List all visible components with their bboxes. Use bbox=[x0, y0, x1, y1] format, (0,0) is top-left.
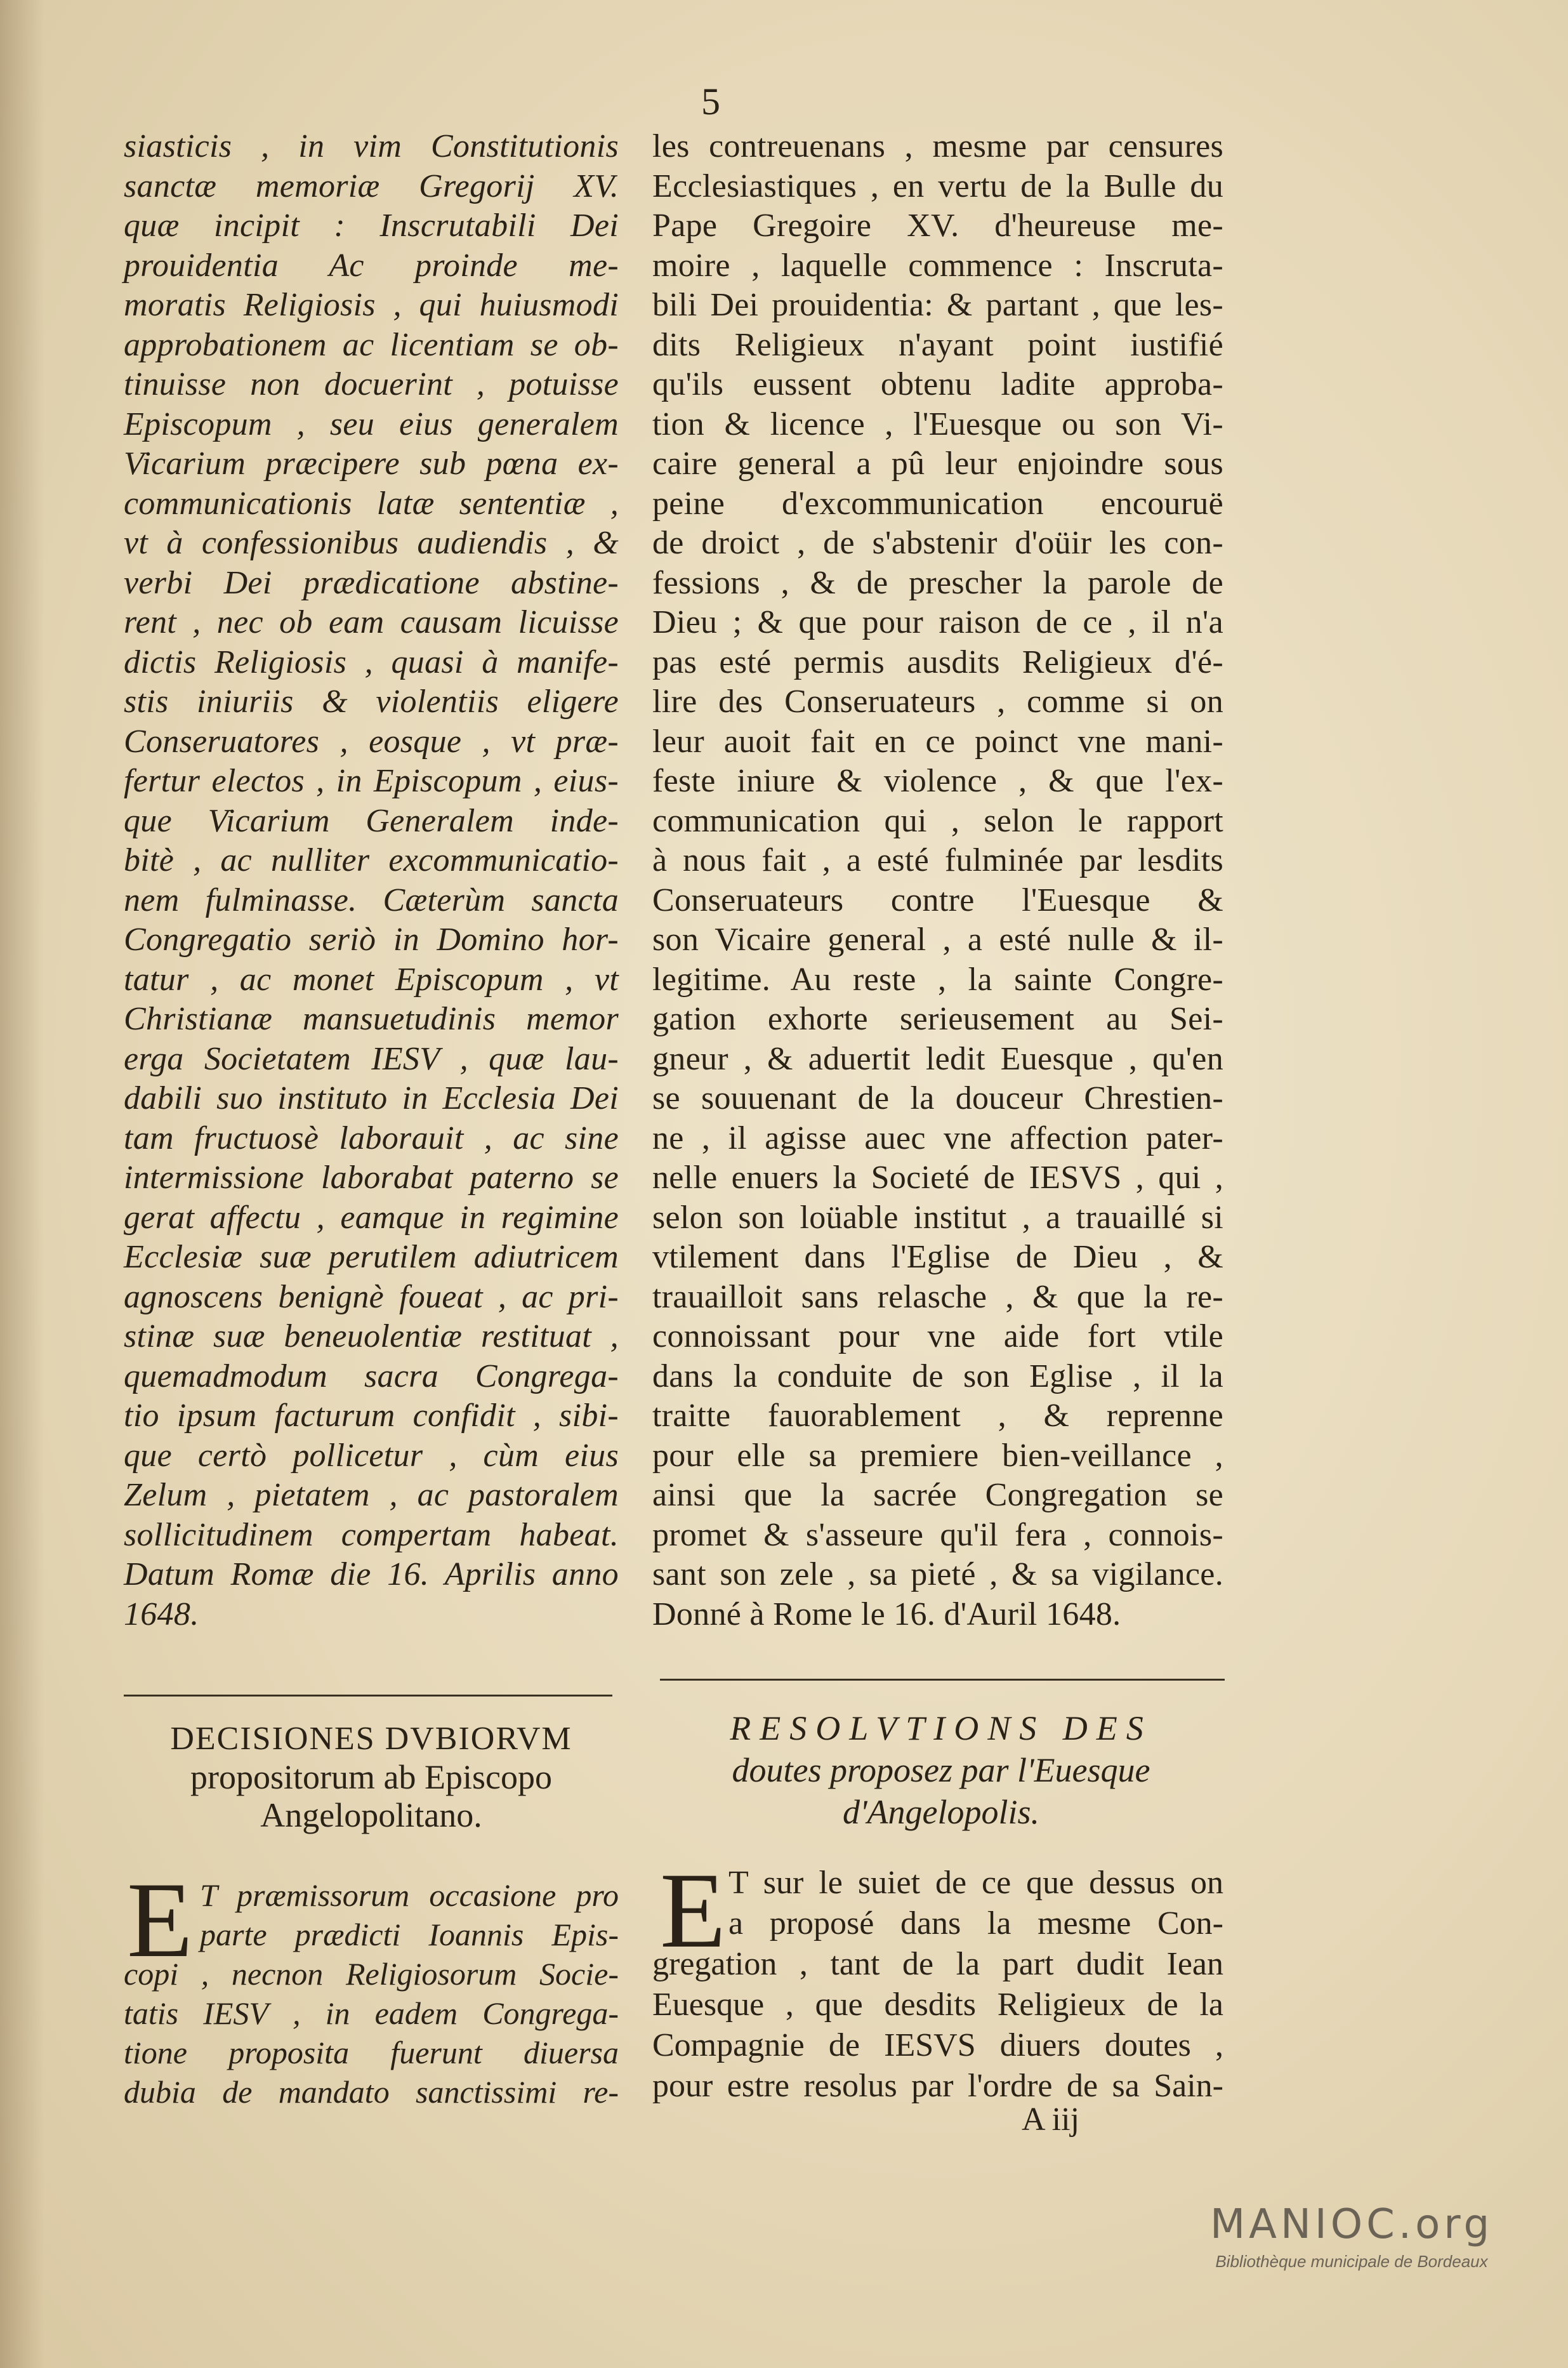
latin-text-line: Zelum , pietatem , ac pastoralem bbox=[124, 1477, 619, 1513]
french-text-line: gation exhorte serieusement au Sei- bbox=[652, 1001, 1223, 1037]
latin-text-line: intermissione laborabat paterno se bbox=[124, 1160, 619, 1196]
binding-shadow bbox=[0, 0, 44, 2368]
french-section-line: T sur le suiet de ce que dessus on bbox=[728, 1865, 1223, 1901]
page-number: 5 bbox=[701, 81, 720, 122]
french-text-line: pour elle sa premiere bien-veillance , bbox=[652, 1437, 1223, 1474]
french-text-line: vtilement dans l'Eglise de Dieu , & bbox=[652, 1239, 1223, 1275]
french-text-line: dans la conduite de son Eglise , il la bbox=[652, 1358, 1223, 1394]
latin-text-line: erga Societatem IESV , quæ lau- bbox=[124, 1040, 619, 1077]
latin-text-line: communicationis latæ sententiæ , bbox=[124, 485, 619, 522]
french-section-line: Euesque , que desdits Religieux de la bbox=[652, 1987, 1223, 2023]
latin-text-line: tio ipsum facturum confidit , sibi- bbox=[124, 1398, 619, 1434]
latin-text-line: approbationem ac licentiam se ob- bbox=[124, 326, 619, 363]
latin-text-line: dictis Religiosis , quasi à manife- bbox=[124, 644, 619, 680]
french-text-line: traitte fauorablement , & reprenne bbox=[652, 1398, 1223, 1434]
section-divider-right bbox=[660, 1679, 1225, 1681]
watermark-subtitle: Bibliothèque municipale de Bordeaux bbox=[1215, 2252, 1488, 2271]
french-text-line: Ecclesiastiques , en vertu de la Bulle du bbox=[652, 168, 1223, 204]
left-heading-title: DECISIONES DVBIORVM bbox=[170, 1721, 572, 1757]
latin-text-line: Ecclesiæ suæ perutilem adiutricem bbox=[124, 1239, 619, 1275]
latin-text-line: dabili suo instituto in Ecclesia Dei bbox=[124, 1080, 619, 1116]
french-text-line: pas esté permis ausdits Religieux d'é- bbox=[652, 644, 1223, 680]
latin-text-line: sanctæ memoriæ Gregorij XV. bbox=[124, 168, 619, 204]
right-heading-line2: doutes proposez par l'Euesque bbox=[732, 1751, 1150, 1789]
right-heading-line3: d'Angelopolis. bbox=[842, 1793, 1040, 1831]
watermark-title: MANIOC.org bbox=[1209, 2201, 1494, 2248]
latin-text-line: tam fructuosè laborauit , ac sine bbox=[124, 1120, 619, 1156]
latin-text-line: sollicitudinem compertam habeat. bbox=[124, 1516, 619, 1553]
latin-text-line: quemadmodum sacra Congrega- bbox=[124, 1358, 619, 1394]
french-text-line: Dieu ; & que pour raison de ce , il n'a bbox=[652, 604, 1223, 640]
french-text-line: promet & s'asseure qu'il fera , connois- bbox=[652, 1516, 1223, 1553]
latin-text-line: que Vicarium Generalem inde- bbox=[124, 802, 619, 839]
latin-text-line: Christianæ mansuetudinis memor bbox=[124, 1001, 619, 1037]
latin-text-line: Conseruatores , eosque , vt præ- bbox=[124, 723, 619, 760]
left-heading-line2: propositorum ab Episcopo bbox=[190, 1758, 552, 1796]
french-text-line: Pape Gregoire XV. d'heureuse me- bbox=[652, 208, 1223, 244]
latin-text-line: agnoscens benignè foueat , ac pri- bbox=[124, 1278, 619, 1315]
right-heading-title: RESOLVTIONS DES bbox=[730, 1709, 1152, 1747]
french-text-line: communication qui , selon le rapport bbox=[652, 802, 1223, 839]
latin-text-line: quæ incipit : Inscrutabili Dei bbox=[124, 208, 619, 244]
french-section-line: a proposé dans la mesme Con- bbox=[728, 1905, 1223, 1941]
latin-text-line: siasticis , in vim Constitutionis bbox=[124, 128, 619, 164]
latin-text-line: nem fulminasse. Cæterùm sancta bbox=[124, 882, 619, 918]
french-text-line: à nous fait , a esté fulminée par lesdits bbox=[652, 842, 1223, 878]
right-column-french bbox=[652, 127, 1223, 1634]
french-section-line: gregation , tant de la part dudit Iean bbox=[652, 1946, 1223, 1982]
french-text-line: bili Dei prouidentia: & partant , que les- bbox=[652, 287, 1223, 323]
latin-text-line: vt à confessionibus audiendis , & bbox=[124, 525, 619, 561]
right-section-heading bbox=[652, 1707, 1230, 1833]
french-text-line: selon son loüable institut , a trauaillé si bbox=[652, 1199, 1223, 1236]
french-text-line: Conseruateurs contre l'Euesque & bbox=[652, 882, 1223, 918]
latin-section-line: tatis IESV , in eadem Congrega- bbox=[124, 1995, 619, 2031]
french-text-line: se souuenant de la douceur Chrestien- bbox=[652, 1080, 1223, 1116]
french-text-line: tion & licence , l'Euesque ou son Vi- bbox=[652, 406, 1223, 442]
french-text-line: qu'ils eussent obtenu ladite approba- bbox=[652, 366, 1223, 402]
left-section-body bbox=[124, 1875, 619, 2112]
french-section-line: pour estre resolus par l'ordre de sa Sain- bbox=[652, 2068, 1223, 2104]
latin-text-line: fertur electos , in Episcopum , eius- bbox=[124, 763, 619, 799]
latin-text-line: tatur , ac monet Episcopum , vt bbox=[124, 961, 619, 998]
latin-text-line: verbi Dei prædicatione abstine- bbox=[124, 564, 619, 601]
latin-text-line: Vicarium præcipere sub pœna ex- bbox=[124, 446, 619, 482]
french-text-line: trauailloit sans relasche , & que la re- bbox=[652, 1278, 1223, 1315]
french-section-line: Compagnie de IESVS diuers doutes , bbox=[652, 2027, 1223, 2063]
latin-section-line: copi , necnon Religiosorum Socie- bbox=[124, 1956, 619, 1992]
french-text-line: caire general a pû leur enjoindre sous bbox=[652, 446, 1223, 482]
latin-text-line: tinuisse non docuerint , potuisse bbox=[124, 366, 619, 402]
latin-text-line: stis iniuriis & violentiis eligere bbox=[124, 684, 619, 720]
french-text-line: son Vicaire general , a esté nulle & il- bbox=[652, 922, 1223, 958]
french-text-line: sant son zele , sa pieté , & sa vigilance. bbox=[652, 1556, 1223, 1592]
french-text-line: lire des Conseruateurs , comme si on bbox=[652, 684, 1223, 720]
french-text-line: peine d'excommunication encouruë bbox=[652, 485, 1223, 522]
latin-text-line: gerat affectu , eamque in regimine bbox=[124, 1199, 619, 1236]
latin-section-line: dubia de mandato sanctissimi re- bbox=[124, 2074, 619, 2110]
left-dropcap: E bbox=[127, 1860, 193, 1980]
french-text-line: Donné à Rome le 16. d'Auril 1648. bbox=[652, 1596, 1121, 1632]
french-text-line: ainsi que la sacrée Congregation se bbox=[652, 1477, 1223, 1513]
latin-text-line: prouidentia Ac proinde me- bbox=[124, 247, 619, 284]
french-text-line: moire , laquelle commence : Inscruta- bbox=[652, 247, 1223, 284]
french-text-line: gneur , & aduertit ledit Euesque , qu'en bbox=[652, 1040, 1223, 1077]
latin-section-line: T præmissorum occasione pro bbox=[200, 1877, 619, 1913]
latin-text-line: rent , nec ob eam causam licuisse bbox=[124, 604, 619, 640]
section-divider-left bbox=[124, 1695, 612, 1697]
latin-text-line: Episcopum , seu eius generalem bbox=[124, 406, 619, 442]
latin-text-line: bitè , ac nulliter excommunicatio- bbox=[124, 842, 619, 878]
french-text-line: nelle enuers la Societé de IESVS , qui , bbox=[652, 1160, 1223, 1196]
left-heading-line3: Angelopolitano. bbox=[260, 1796, 482, 1834]
latin-text-line: stinæ suæ beneuolentiæ restituat , bbox=[124, 1318, 619, 1354]
french-text-line: feste iniure & violence , & que l'ex- bbox=[652, 763, 1223, 799]
latin-section-line: tione proposita fuerunt diuersa bbox=[124, 2035, 619, 2070]
french-text-line: fessions , & de prescher la parole de bbox=[652, 564, 1223, 601]
latin-text-line: moratis Religiosis , qui huiusmodi bbox=[124, 287, 619, 323]
french-text-line: leur auoit fait en ce poinct vne mani- bbox=[652, 723, 1223, 760]
latin-section-line: parte prædicti Ioannis Epis- bbox=[200, 1917, 619, 1952]
latin-text-line: 1648. bbox=[124, 1596, 199, 1632]
french-text-line: les contreuenans , mesme par censures bbox=[652, 128, 1223, 164]
french-text-line: dits Religieux n'ayant point iustifié bbox=[652, 326, 1223, 363]
french-text-line: de droict , de s'abstenir d'oüir les con- bbox=[652, 525, 1223, 561]
latin-text-line: que certò pollicetur , cùm eius bbox=[124, 1437, 619, 1474]
latin-text-line: Congregatio seriò in Domino hor- bbox=[124, 922, 619, 958]
right-dropcap: E bbox=[660, 1851, 726, 1970]
french-text-line: ne , il agisse auec vne affection pater- bbox=[652, 1120, 1223, 1156]
latin-text-line: Datum Romæ die 16. Aprilis anno bbox=[124, 1556, 619, 1592]
right-section-body bbox=[652, 1863, 1223, 2107]
left-section-heading bbox=[124, 1720, 619, 1834]
french-text-line: legitime. Au reste , la sainte Congre- bbox=[652, 961, 1223, 998]
manioc-watermark bbox=[1206, 2202, 1498, 2272]
french-text-line: connoissant pour vne aide fort vtile bbox=[652, 1318, 1223, 1354]
signature-mark: A iij bbox=[1022, 2101, 1080, 2138]
left-column-latin bbox=[124, 127, 619, 1634]
